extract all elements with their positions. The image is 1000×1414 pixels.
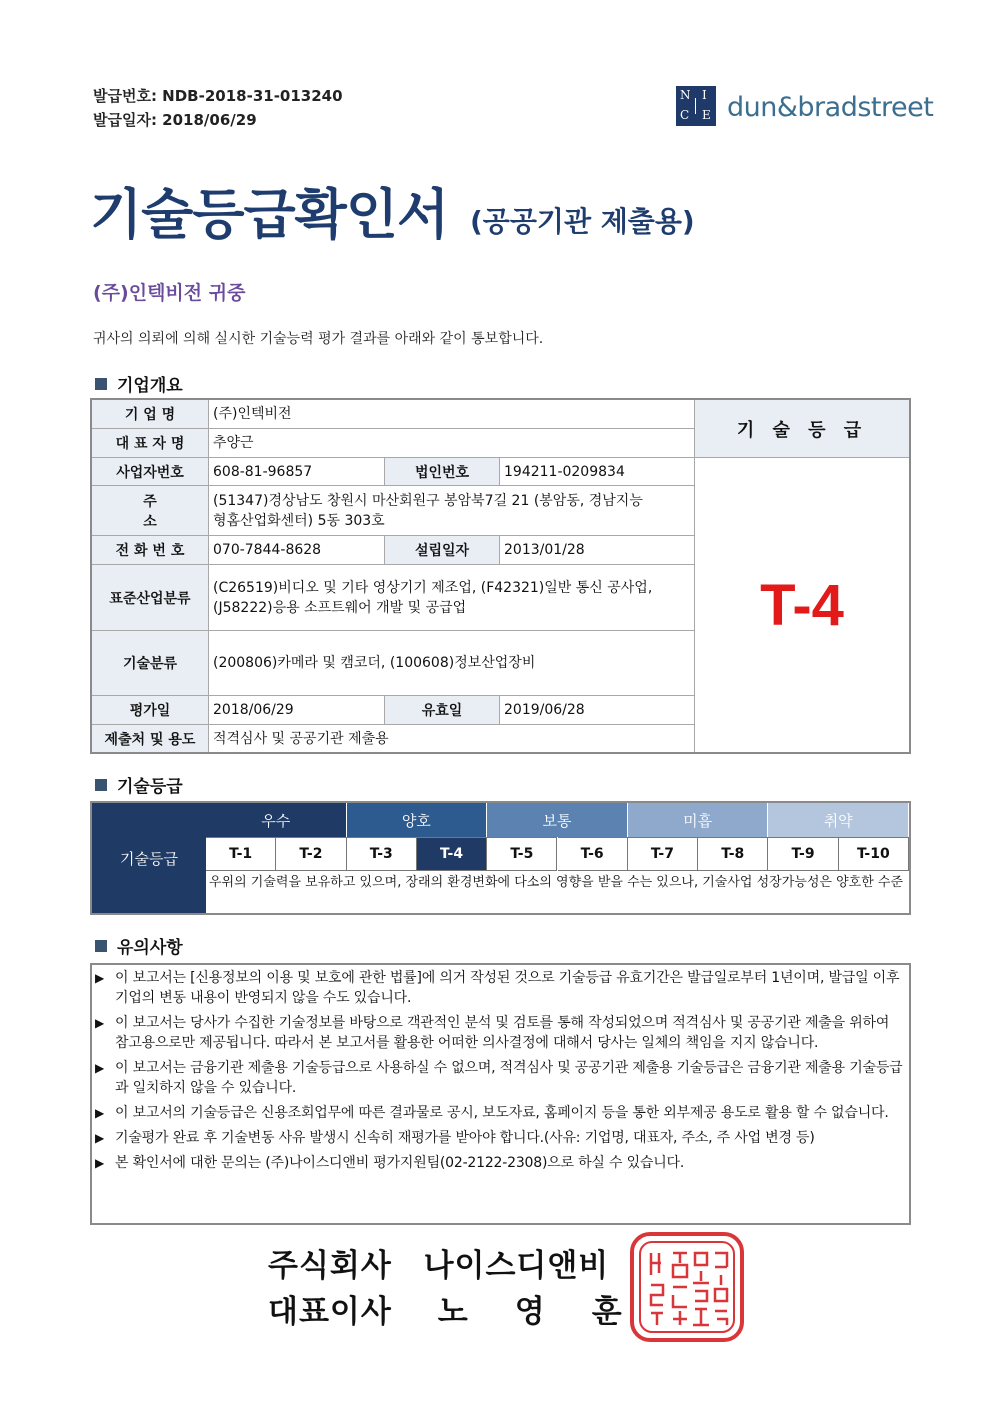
address xyxy=(209,486,695,536)
ceo-name-char: 노 xyxy=(437,1294,469,1330)
note-item xyxy=(92,1103,903,1123)
label-purpose: 제출처 및 용도 xyxy=(92,725,209,752)
label-tech-class: 기술분류 xyxy=(92,631,209,696)
grade-description: 우위의 기술력을 보유하고 있으며, 장래의 환경변화에 다소의 영향을 받을 수는 있으나, 기술사업 성장가능성은 양호한 수준 xyxy=(209,875,904,890)
section-title: 기술등급 xyxy=(117,777,183,797)
founded-date: 2013/01/28 xyxy=(500,536,695,565)
issue-number: 발급번호: NDB-2018-31-013240 xyxy=(93,87,343,105)
note-item xyxy=(92,1058,903,1098)
corp-no: 194211-0209834 xyxy=(500,458,695,486)
document-subtitle: (공공기관 제출용) xyxy=(470,205,695,238)
dnb-logo-text: dun&bradstreet xyxy=(727,92,934,123)
document-title: 기술등급확인서 xyxy=(90,183,449,246)
purpose: 적격심사 및 공공기관 제출용 xyxy=(209,725,695,752)
company-name: (주)인텍비전 xyxy=(209,400,695,429)
section-heading-overview xyxy=(95,371,183,396)
note-item xyxy=(92,1013,903,1053)
company-seal-icon xyxy=(629,1231,745,1343)
section-title: 기업개요 xyxy=(117,376,183,396)
logo-letter: I xyxy=(702,88,707,102)
label-company-name: 기 업 명 xyxy=(92,400,209,429)
grade-band: 보통 xyxy=(487,803,628,837)
valid-date: 2019/06/28 xyxy=(500,696,695,725)
note-item xyxy=(92,968,903,1008)
grade-tier: T-3 xyxy=(347,837,417,871)
note-item xyxy=(92,1128,903,1148)
note-item xyxy=(92,1153,903,1173)
triangle-bullet-icon: ▶ xyxy=(95,1156,105,1170)
grade-scale-label: 기술등급 xyxy=(92,803,206,913)
grade-tier: T-5 xyxy=(487,837,557,871)
triangle-bullet-icon: ▶ xyxy=(95,1131,105,1145)
industry-line: (C26519)비디오 및 기타 영상기기 제조업, (F42321)일반 통신 공사업, xyxy=(213,579,653,596)
grade-band: 취약 xyxy=(768,803,909,837)
grade-tier: T-6 xyxy=(558,837,628,871)
grade-tier: T-4 xyxy=(417,837,487,871)
ceo-name-char: 훈 xyxy=(591,1294,623,1330)
grade-scale-table xyxy=(90,801,911,915)
grade-tier: T-8 xyxy=(698,837,768,871)
phone: 070-7844-8628 xyxy=(209,536,385,565)
address-line: (51347)경상남도 창원시 마산회원구 봉암북7길 21 (봉암동, 경남지능 xyxy=(213,492,643,509)
logo-divider xyxy=(695,98,696,114)
logo-letter: N xyxy=(680,88,691,102)
logo-letter: E xyxy=(702,108,711,122)
square-bullet-icon xyxy=(95,378,107,390)
note-text: 본 확인서에 대한 문의는 (주)나이스디앤비 평가지원팀(02-2122-2308)으로 하실 수 있습니다. xyxy=(115,1155,685,1171)
eval-date: 2018/06/29 xyxy=(209,696,385,725)
label-valid-date: 유효일 xyxy=(385,696,500,725)
biz-no: 608-81-96857 xyxy=(209,458,385,486)
grade-tier: T-1 xyxy=(206,837,276,871)
grade-value: T-4 xyxy=(760,572,844,638)
tech-class: (200806)카메라 및 캠코더, (100608)정보산업장비 xyxy=(209,631,695,696)
triangle-bullet-icon: ▶ xyxy=(95,971,105,985)
intro-text: 귀사의 의뢰에 의해 실시한 기술능력 평가 결과를 아래와 같이 통보합니다. xyxy=(93,331,544,347)
section-title: 유의사항 xyxy=(117,938,183,958)
label-biz-no: 사업자번호 xyxy=(92,458,209,486)
grade-band: 우수 xyxy=(206,803,347,837)
label-corp-no: 법인번호 xyxy=(385,458,500,486)
label-industry: 표준산업분류 xyxy=(92,565,209,631)
triangle-bullet-icon: ▶ xyxy=(95,1106,105,1120)
grade-band: 양호 xyxy=(347,803,488,837)
nice-logo-icon xyxy=(676,86,716,126)
issue-date: 발급일자: 2018/06/29 xyxy=(93,111,257,129)
recipient: (주)인텍비전 귀중 xyxy=(93,282,246,304)
note-text: 기술평가 완료 후 기술변동 사유 발생시 신속히 재평가를 받아야 합니다.(사유: 기업명, 대표자, 주소, 주 사업 변경 등) xyxy=(115,1130,815,1146)
company-overview-table xyxy=(90,398,911,754)
issuer-ceo xyxy=(268,1286,669,1331)
issuer-company-name: 주식회사 나이스디앤비 xyxy=(268,1248,610,1284)
logo-letter: C xyxy=(680,108,690,122)
grade-band: 미흡 xyxy=(628,803,769,837)
square-bullet-icon xyxy=(95,940,107,952)
note-text: 이 보고서는 금융기관 제출용 기술등급으로 사용하실 수 없으며, 적격심사 및 공공기관 제출용 기술등급은 금융기관 제출용 기술등급과 일치하지 않을 수 있습니다. xyxy=(115,1060,903,1096)
industry-line: (J58222)응용 소프트웨어 개발 및 공급업 xyxy=(213,599,467,616)
section-heading-grade xyxy=(95,772,183,797)
note-text: 이 보고서는 [신용정보의 이용 및 보호에 관한 법률]에 의거 작성된 것으로 기술등급 유효기간은 발급일로부터 1년이며, 발급일 이후 기업의 변동 내용이 반영되지 않을 수도 있습니다. xyxy=(115,970,900,1006)
grade-tier: T-2 xyxy=(276,837,346,871)
grade-tier: T-10 xyxy=(839,837,909,871)
label-founded: 설립일자 xyxy=(385,536,500,565)
grade-tier: T-9 xyxy=(768,837,838,871)
note-text: 이 보고서는 당사가 수집한 기술정보를 바탕으로 객관적인 분석 및 검토를 통해 작성되었으며 적격심사 및 공공기관 제출을 위하여 참고용으로만 제공됩니다. 따라서 본 보고서를 활용한 어떠한 의사결정에 대해서 당사는 일체의 책임을 지지 않습니다. xyxy=(115,1015,890,1051)
ceo-name-char: 영 xyxy=(514,1294,546,1330)
square-bullet-icon xyxy=(95,779,107,791)
ceo-title: 대표이사 xyxy=(268,1294,392,1330)
ceo-name: 추양근 xyxy=(209,429,695,458)
label-phone: 전 화 번 호 xyxy=(92,536,209,565)
triangle-bullet-icon: ▶ xyxy=(95,1016,105,1030)
label-ceo: 대 표 자 명 xyxy=(92,429,209,458)
address-line: 형홈산업화센터) 5동 303호 xyxy=(213,512,385,529)
industry-class xyxy=(209,565,695,631)
grade-tier: T-7 xyxy=(628,837,698,871)
triangle-bullet-icon: ▶ xyxy=(95,1061,105,1075)
grade-header: 기 술 등 급 xyxy=(695,400,909,458)
notes-box xyxy=(90,963,911,1225)
label-eval-date: 평가일 xyxy=(92,696,209,725)
section-heading-notes xyxy=(95,933,183,958)
label-address: 주 소 xyxy=(92,486,209,536)
note-text: 이 보고서의 기술등급은 신용조회업무에 따른 결과물로 공시, 보도자료, 홈페이지 등을 통한 외부제공 용도로 활용 할 수 없습니다. xyxy=(115,1105,889,1121)
